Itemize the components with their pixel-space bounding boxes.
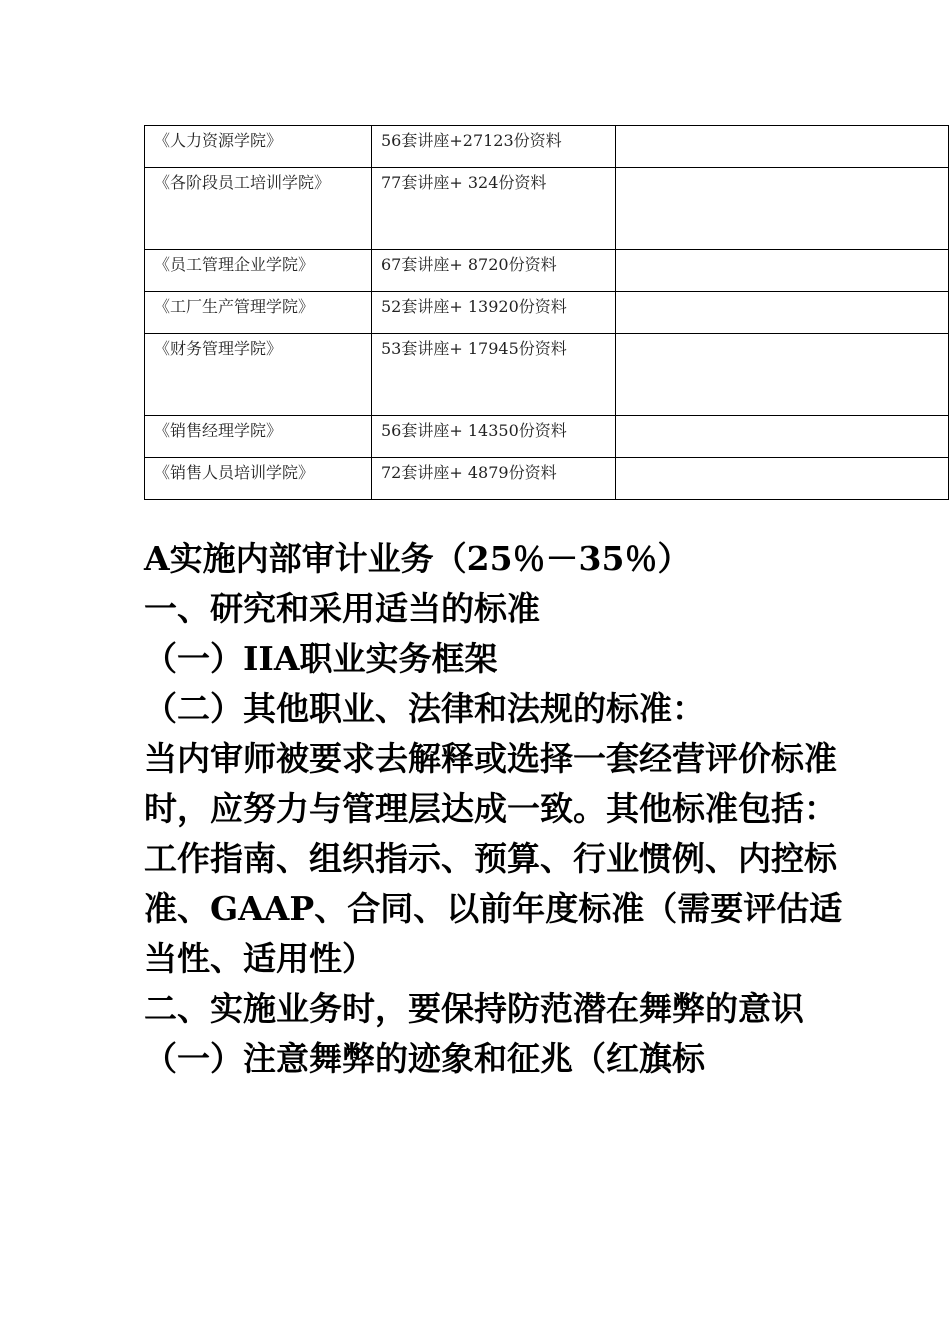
document-body bbox=[144, 534, 844, 1084]
course-name-cell: 《员工管理企业学院》 bbox=[145, 250, 372, 292]
table-row bbox=[145, 250, 949, 292]
course-name-cell: 《人力资源学院》 bbox=[145, 126, 372, 168]
course-note-cell bbox=[616, 334, 949, 416]
course-note-cell bbox=[616, 250, 949, 292]
subsection-heading: （一）IIA职业实务框架 bbox=[144, 639, 498, 678]
course-name-cell: 《工厂生产管理学院》 bbox=[145, 292, 372, 334]
subsection-heading: （一）注意舞弊的迹象和征兆（红旗标 bbox=[144, 1039, 705, 1078]
course-content-cell: 67套讲座+ 8720份资料 bbox=[372, 250, 616, 292]
section-heading-a: A实施内部审计业务（25％－35％） bbox=[144, 539, 691, 578]
course-content-cell: 53套讲座+ 17945份资料 bbox=[372, 334, 616, 416]
course-content-cell: 56套讲座+27123份资料 bbox=[372, 126, 616, 168]
table-row bbox=[145, 334, 949, 416]
table-row bbox=[145, 126, 949, 168]
course-name-cell: 《财务管理学院》 bbox=[145, 334, 372, 416]
course-resource-table bbox=[144, 125, 949, 500]
section-heading-2: 二、实施业务时，要保持防范潜在舞弊的意识 bbox=[144, 989, 804, 1028]
table-row bbox=[145, 168, 949, 250]
table-row bbox=[145, 292, 949, 334]
course-name-cell: 《销售经理学院》 bbox=[145, 416, 372, 458]
course-content-cell: 72套讲座+ 4879份资料 bbox=[372, 458, 616, 500]
course-name-cell: 《各阶段员工培训学院》 bbox=[145, 168, 372, 250]
course-note-cell bbox=[616, 458, 949, 500]
course-note-cell bbox=[616, 126, 949, 168]
body-paragraph: 当内审师被要求去解释或选择一套经营评价标准时，应努力与管理层达成一致。其他标准包括：工作指南、组织指示、预算、行业惯例、内控标准、GAAP、合同、以前年度标准（需要评估适当性、适用性） bbox=[144, 739, 843, 978]
course-note-cell bbox=[616, 168, 949, 250]
course-content-cell: 56套讲座+ 14350份资料 bbox=[372, 416, 616, 458]
course-name-cell: 《销售人员培训学院》 bbox=[145, 458, 372, 500]
course-content-cell: 77套讲座+ 324份资料 bbox=[372, 168, 616, 250]
course-content-cell: 52套讲座+ 13920份资料 bbox=[372, 292, 616, 334]
table-row bbox=[145, 458, 949, 500]
table-row bbox=[145, 416, 949, 458]
course-note-cell bbox=[616, 292, 949, 334]
section-heading-1: 一、研究和采用适当的标准 bbox=[144, 589, 540, 628]
subsection-heading: （二）其他职业、法律和法规的标准： bbox=[144, 689, 705, 728]
course-note-cell bbox=[616, 416, 949, 458]
